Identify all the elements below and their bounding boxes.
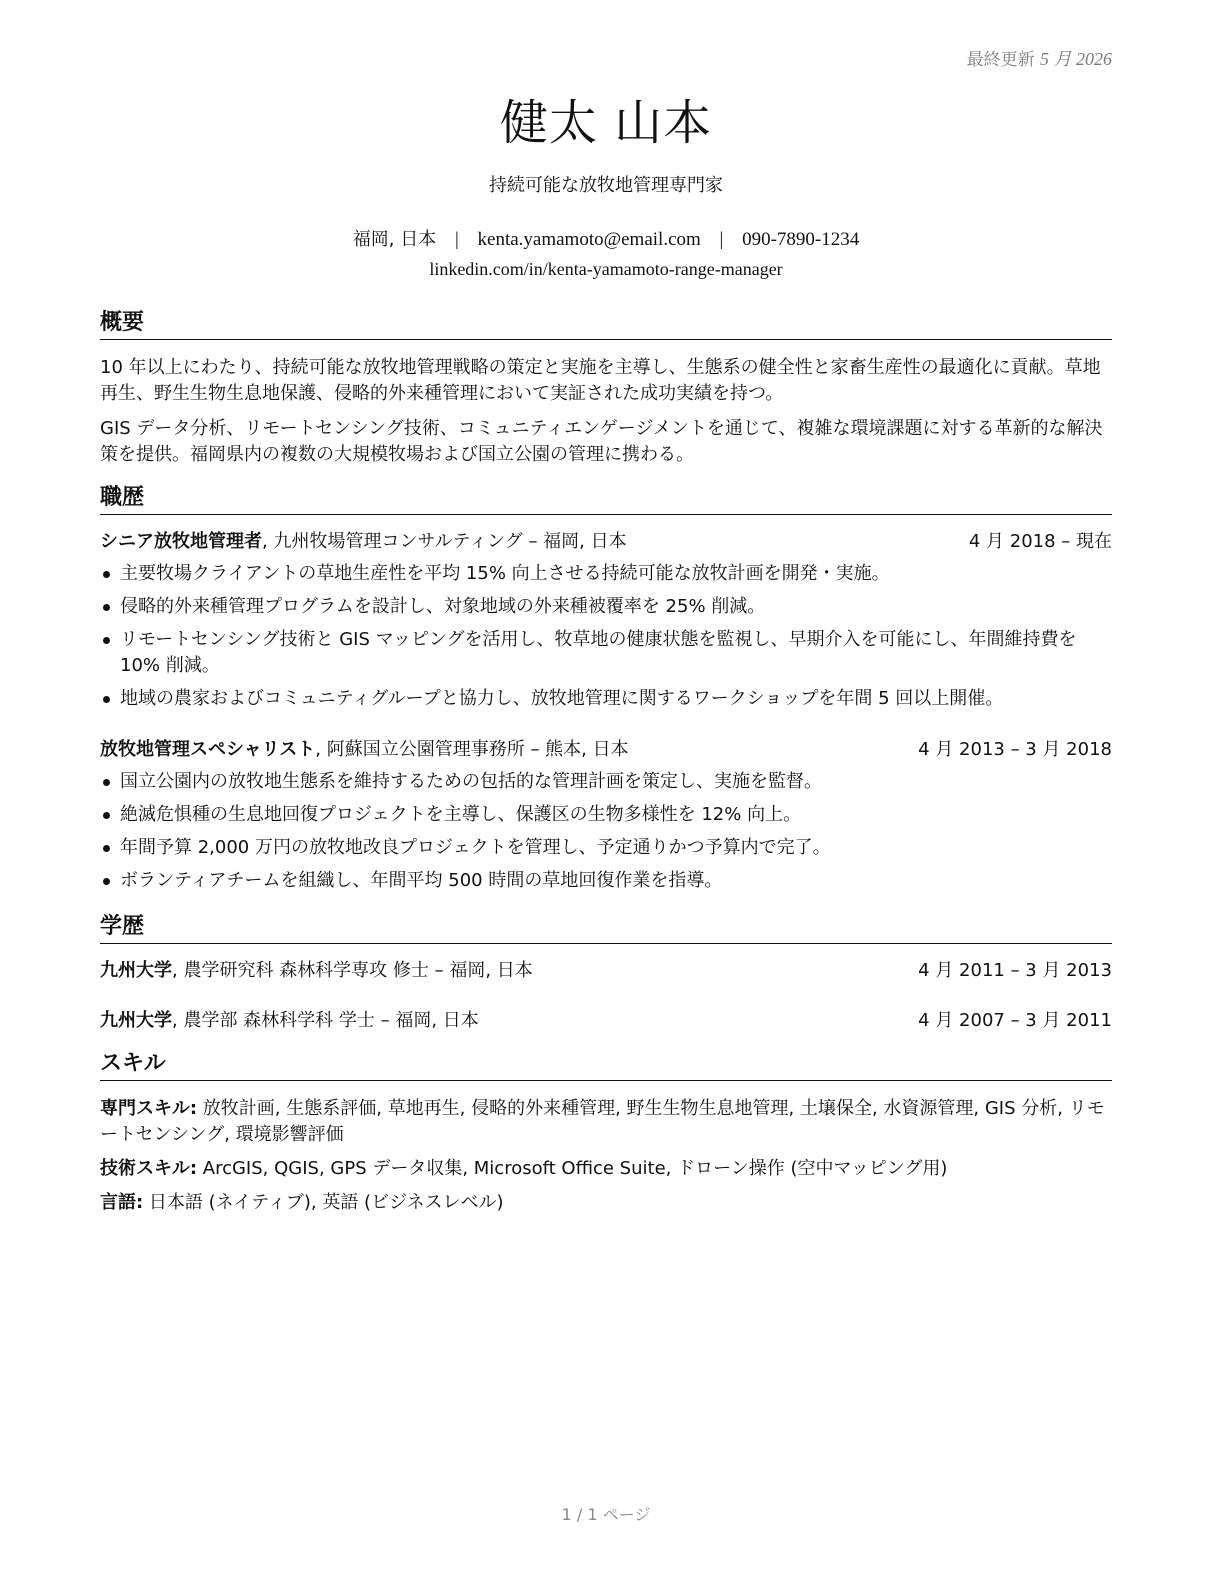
phone-number: 090-7890-1234 bbox=[742, 229, 860, 250]
degree-detail: , 農学研究科 森林科学専攻 修士 – 福岡, 日本 bbox=[172, 960, 533, 981]
section-title-summary: 概要 bbox=[100, 309, 1112, 340]
last-updated bbox=[967, 45, 1112, 71]
job-header bbox=[100, 529, 1112, 555]
last-updated-value: 5 月 2026 bbox=[1040, 49, 1112, 69]
skill-line bbox=[100, 1096, 1112, 1148]
section-title-education: 学歴 bbox=[100, 913, 1112, 944]
job-header bbox=[100, 737, 1112, 763]
location: 福岡, 日本 bbox=[352, 229, 437, 250]
job-role: 放牧地管理スペシャリスト bbox=[100, 739, 316, 760]
degree-detail: , 農学部 森林科学科 学士 – 福岡, 日本 bbox=[172, 1010, 479, 1031]
school-name: 九州大学 bbox=[100, 960, 172, 981]
summary-paragraph: 10 年以上にわたり、持続可能な放牧地管理戦略の策定と実施を主導し、生態系の健全性と家畜生産性の最適化に貢献。草地再生、野生生物生息地保護、侵略的外来種管理において実証された成功実績を持つ。 bbox=[100, 357, 1101, 404]
email-link[interactable]: kenta.yamamoto@email.com bbox=[477, 229, 701, 250]
candidate-headline: 持続可能な放牧地管理専門家 bbox=[489, 175, 723, 196]
last-updated-label: 最終更新 bbox=[966, 50, 1035, 70]
list-item: 国立公園内の放牧地生態系を維持するための包括的な管理計画を策定し、実施を監督。 bbox=[100, 769, 1112, 795]
resume-page bbox=[100, 0, 1112, 1584]
contact-line bbox=[100, 225, 1112, 251]
list-item: 地域の農家およびコミュニティグループと協力し、放牧地管理に関するワークショップを年間 5 回以上開催。 bbox=[100, 686, 1112, 712]
summary-paragraph: GIS データ分析、リモートセンシング技術、コミュニティエンゲージメントを通じて、複雑な環境課題に対する革新的な解決策を提供。福岡県内の複数の大規模牧場および国立公園の管理に携わる。 bbox=[100, 418, 1103, 465]
contact-separator: | bbox=[719, 229, 724, 250]
section-title-skills: スキル bbox=[100, 1050, 1112, 1081]
job-date: 4 月 2018 – 現在 bbox=[968, 531, 1112, 552]
list-item: 侵略的外来種管理プログラムを設計し、対象地域の外来種被覆率を 25% 削減。 bbox=[100, 594, 1112, 620]
skill-value: 日本語 (ネイティブ), 英語 (ビジネスレベル) bbox=[143, 1192, 504, 1213]
skill-value: ArcGIS, QGIS, GPS データ収集, Microsoft Office Suite, ドローン操作 (空中マッピング用) bbox=[197, 1158, 948, 1179]
skill-label: 専門スキル: bbox=[100, 1098, 198, 1119]
contact-separator: | bbox=[454, 229, 459, 250]
school-name: 九州大学 bbox=[100, 1010, 172, 1031]
skill-label: 技術スキル: bbox=[100, 1158, 198, 1179]
skill-value: 放牧計画, 生態系評価, 草地再生, 侵略的外来種管理, 野生生物生息地管理, 土壌保全, 水資源管理, GIS 分析, リモートセンシング, 環境影響評価 bbox=[100, 1098, 1105, 1145]
skill-label: 言語: bbox=[100, 1192, 144, 1213]
education-date: 4 月 2007 – 3 月 2011 bbox=[918, 1010, 1112, 1031]
list-item: 主要牧場クライアントの草地生産性を平均 15% 向上させる持続可能な放牧計画を開発・実施。 bbox=[100, 561, 1112, 587]
list-item: 年間予算 2,000 万円の放牧地改良プロジェクトを管理し、予定通りかつ予算内で完了。 bbox=[100, 835, 1112, 861]
list-item: ボランティアチームを組織し、年間平均 500 時間の草地回復作業を指導。 bbox=[100, 868, 1112, 894]
job-date: 4 月 2013 – 3 月 2018 bbox=[918, 739, 1112, 760]
education-date: 4 月 2011 – 3 月 2013 bbox=[918, 960, 1112, 981]
skill-line bbox=[100, 1190, 1112, 1216]
list-item: リモートセンシング技術と GIS マッピングを活用し、牧草地の健康状態を監視し、早期介入を可能にし、年間維持費を 10% 削減。 bbox=[100, 627, 1112, 679]
skill-line bbox=[100, 1156, 1112, 1182]
education-entry bbox=[100, 958, 1112, 984]
candidate-name: 健太 山本 bbox=[499, 95, 713, 151]
list-item: 絶滅危惧種の生息地回復プロジェクトを主導し、保護区の生物多様性を 12% 向上。 bbox=[100, 802, 1112, 828]
linkedin-link[interactable]: linkedin.com/in/kenta-yamamoto-range-manager bbox=[429, 259, 783, 279]
section-title-experience: 職歴 bbox=[100, 484, 1112, 515]
job-org: , 九州牧場管理コンサルティング – 福岡, 日本 bbox=[262, 531, 627, 552]
job-bullets bbox=[100, 561, 1112, 719]
job-org: , 阿蘇国立公園管理事務所 – 熊本, 日本 bbox=[315, 739, 629, 760]
education-entry bbox=[100, 1008, 1112, 1034]
page-number: 1 / 1 ページ bbox=[561, 1505, 651, 1524]
job-role: シニア放牧地管理者 bbox=[100, 531, 262, 552]
job-bullets bbox=[100, 769, 1112, 901]
